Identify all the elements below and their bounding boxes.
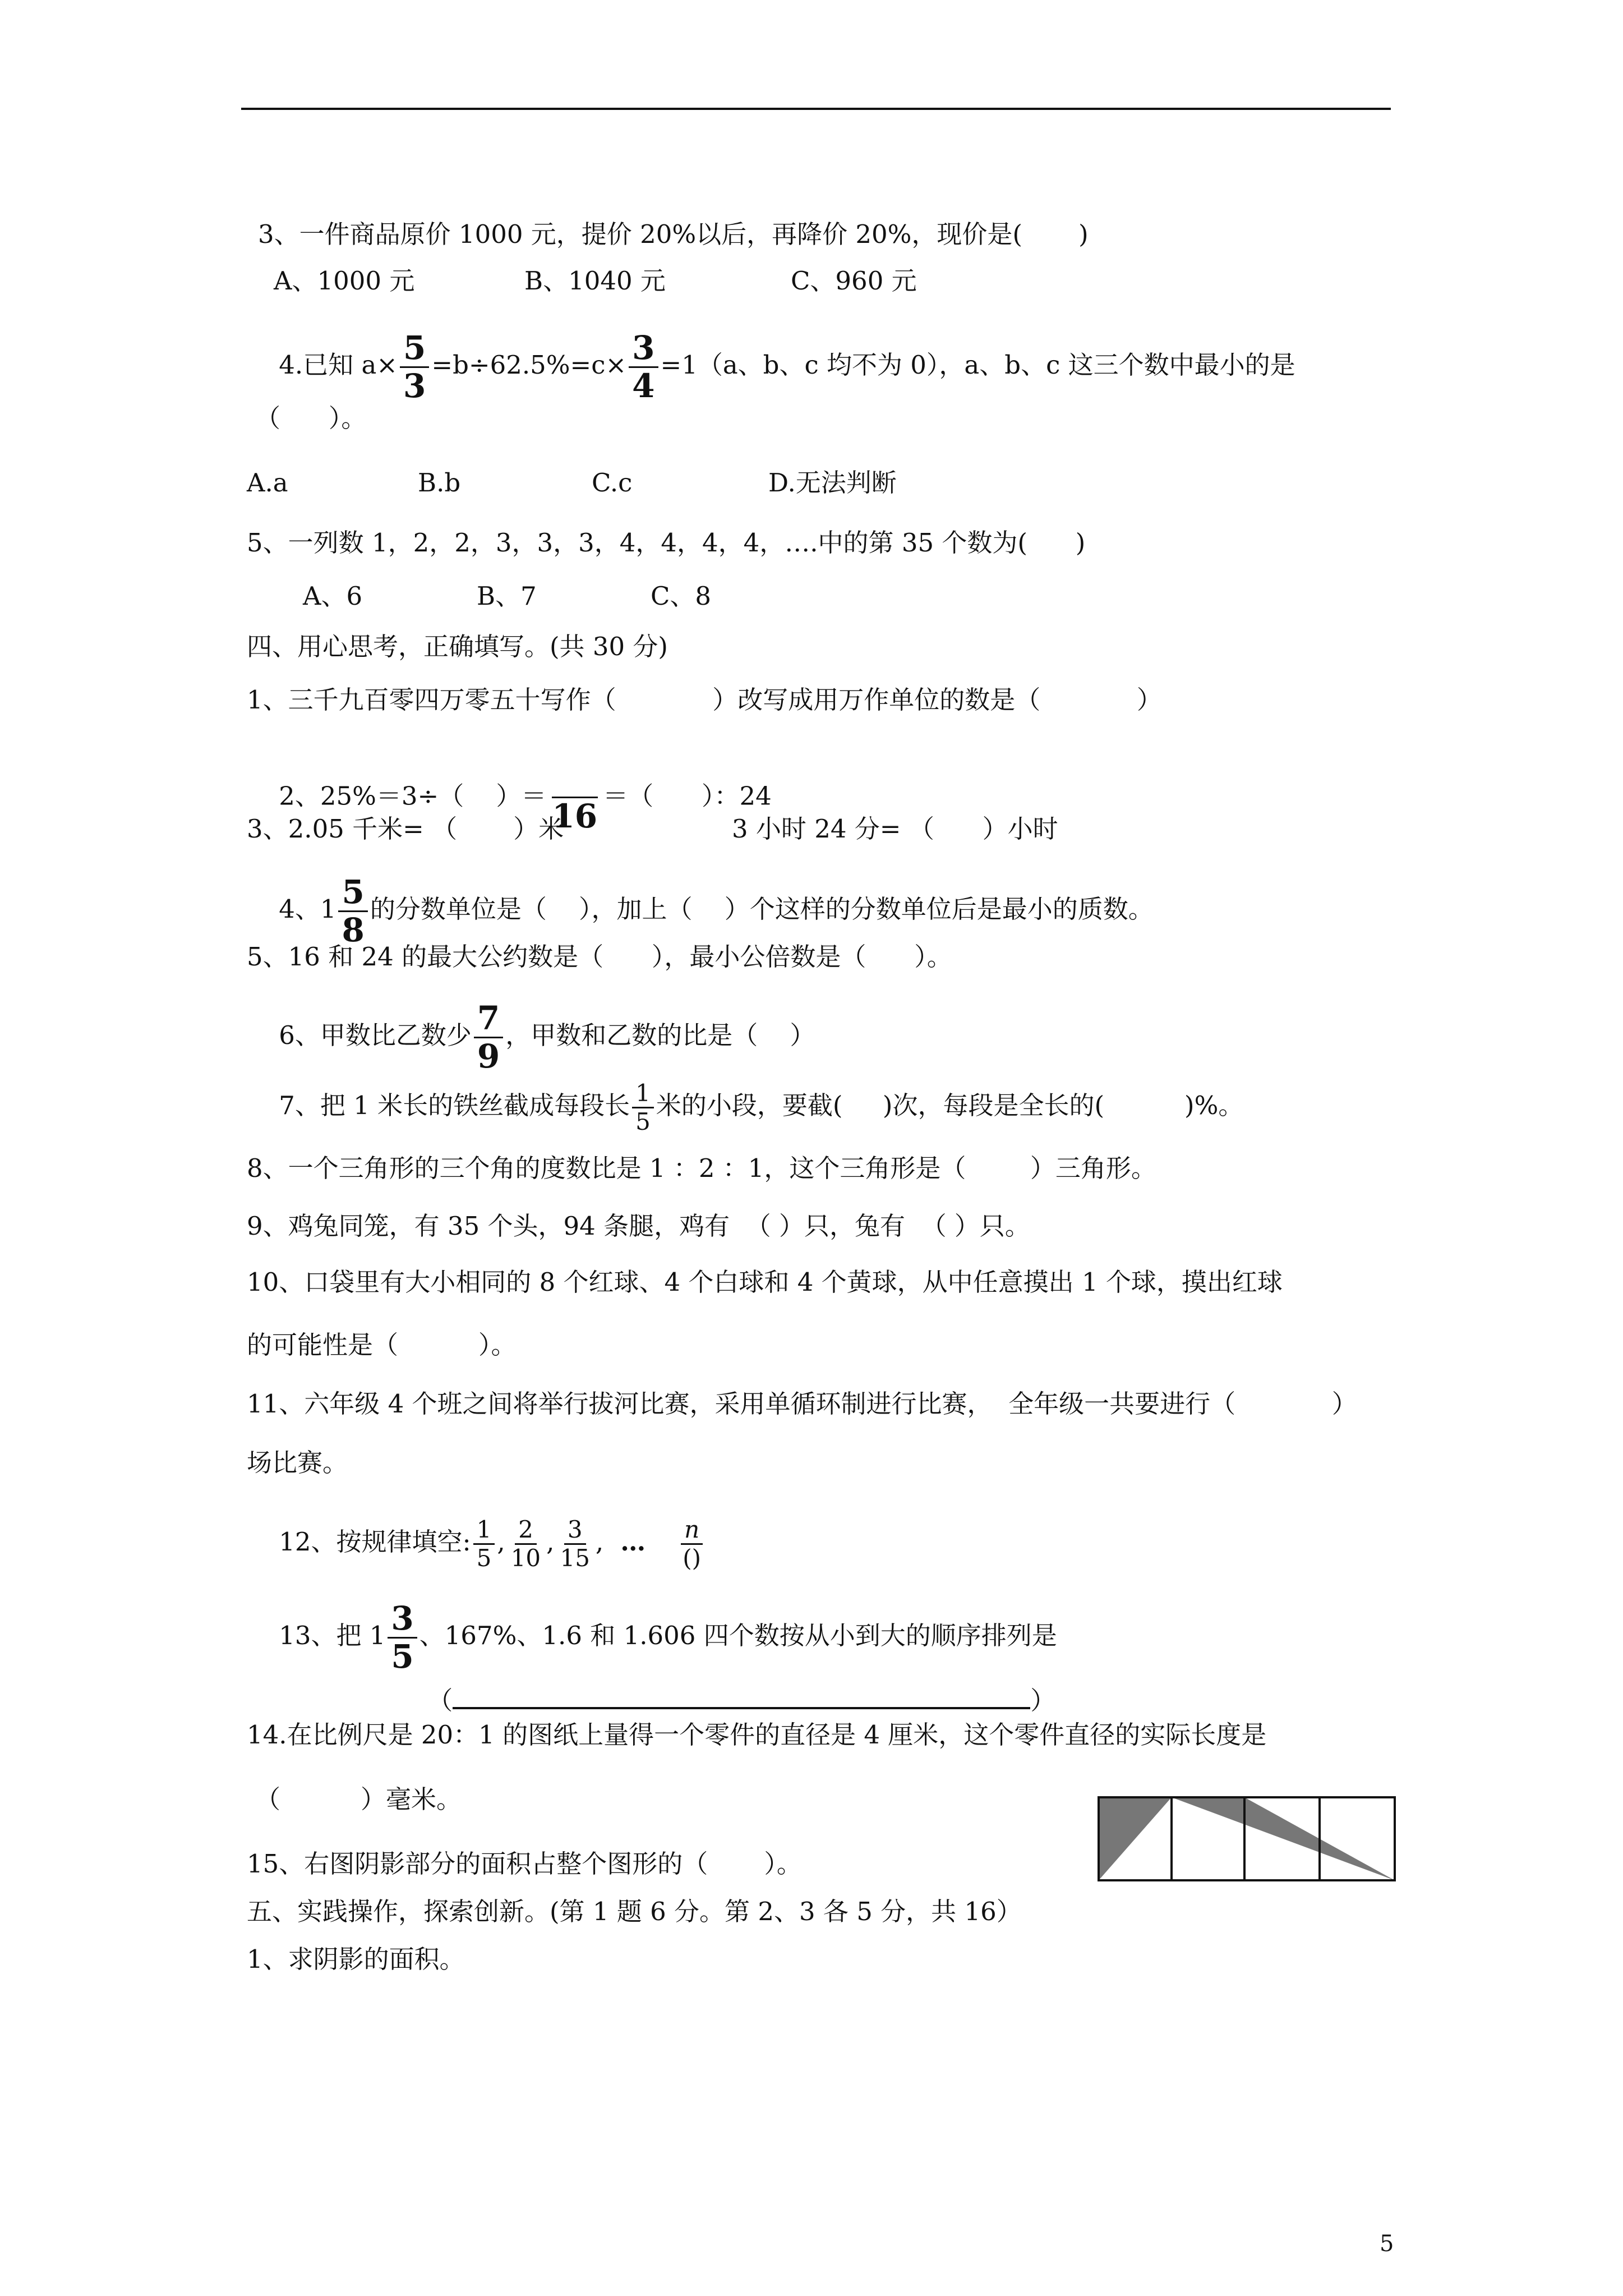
q4-mid: =b÷62.5%=c× <box>431 349 627 380</box>
q5-text: 5、一列数 1，2，2，3，3，3，4，4，4，4，….中的第 35 个数为( ) <box>247 528 1086 558</box>
q4-fraction-1-num: 5 <box>400 331 429 368</box>
s4-item-12-f2-den: 10 <box>510 1544 541 1572</box>
s4-item-4-post: 的分数单位是（ ），加上（ ）个这样的分数单位后是最小的质数。 <box>370 894 1154 924</box>
q4-fraction-1-den: 3 <box>403 366 426 405</box>
s4-item-1: 1、三千九百零四万零五十写作（ ）改写成用万作单位的数是（ ） <box>247 685 1162 715</box>
s4-item-12-f1-den: 5 <box>476 1544 492 1572</box>
section-4-title: 四、用心思考，正确填写。(共 30 分) <box>247 632 668 661</box>
s4-item-12-f2-num: 2 <box>515 1517 537 1545</box>
s4-item-12-sep-1: , <box>497 1527 505 1557</box>
s4-item-12-fraction-3 <box>556 1517 593 1571</box>
s4-item-5: 5、16 和 24 的最大公约数是（ ），最小公倍数是（ ）。 <box>247 942 952 972</box>
s4-item-12-fraction-2 <box>508 1517 544 1571</box>
q4-line <box>247 306 1295 433</box>
s4-item-4-num: 5 <box>338 875 367 912</box>
q4-prefix: 4.已知 a× <box>279 349 398 380</box>
s4-item-10a: 10、口袋里有大小相同的 8 个红球、4 个白球和 4 个黄球，从中任意摸出 1 个球，摸出红球 <box>247 1267 1283 1297</box>
s4-item-8: 8、一个三角形的三个角的度数比是 1 ：2 ：1，这个三角形是（ ）三角形。 <box>247 1153 1156 1183</box>
s4-item-14b: （ ）毫米。 <box>255 1784 462 1814</box>
s4-item-14a: 14.在比例尺是 20：1 的图纸上量得一个零件的直径是 4 厘米，这个零件直径的实际长度是 <box>247 1720 1267 1750</box>
q5-option-a: A、6 <box>303 581 363 611</box>
q4-continuation: （ ）。 <box>255 403 367 433</box>
s4-item-2-num-blank <box>552 763 598 798</box>
q4-option-c: C.c <box>592 468 633 498</box>
s4-item-7-post: 米的小段，要截( )次，每段是全长的( )%。 <box>656 1091 1244 1121</box>
q4-option-b: B.b <box>418 468 461 498</box>
q3-option-c: C、960 元 <box>791 266 917 296</box>
s4-item-6-post: ，甲数和乙数的比是（ ） <box>505 1020 815 1050</box>
q4-option-a: A.a <box>247 468 288 498</box>
s4-item-7-fraction <box>632 1081 654 1134</box>
s4-item-12-ellipsis: … <box>620 1527 646 1557</box>
s4-item-12-sep-2: , <box>546 1527 555 1557</box>
s4-item-13-num: 3 <box>388 1602 417 1639</box>
s4-item-4-fraction <box>338 875 367 947</box>
s4-item-2-post: ＝（ ）：24 <box>603 781 772 811</box>
s4-item-13-pre: 13、把 1 <box>279 1620 386 1650</box>
s4-item-3a: 3、2.05 千米= （ ）米 <box>247 814 564 844</box>
q5-option-b: B、7 <box>477 581 537 611</box>
s4-item-12-fn-num: n <box>681 1517 703 1545</box>
s4-item-6-pre: 6、甲数比乙数少 <box>279 1020 472 1050</box>
s4-item-10b: 的可能性是（ ）。 <box>247 1330 517 1360</box>
s4-item-6-num: 7 <box>474 1001 503 1038</box>
s4-item-12-f3-num: 3 <box>564 1517 586 1545</box>
q4-option-d: D.无法判断 <box>768 468 897 498</box>
shaded-triangle-left <box>1099 1797 1172 1880</box>
s4-item-3b: 3 小时 24 分= （ ）小时 <box>732 814 1058 844</box>
s4-item-13-open: （ <box>427 1686 453 1715</box>
page-number: 5 <box>1380 2231 1394 2257</box>
s4-item-4-den: 8 <box>342 910 365 949</box>
q3-option-b: B、1040 元 <box>524 266 666 296</box>
shaded-triangle-right <box>1172 1797 1395 1880</box>
s4-item-12-f3-den: 15 <box>560 1544 590 1572</box>
q4-fraction-2 <box>629 331 658 403</box>
s4-item-11b: 场比赛。 <box>247 1448 348 1478</box>
s4-item-12-f1-num: 1 <box>473 1517 495 1545</box>
section-5-title: 五、实践操作，探索创新。(第 1 题 6 分。第 2、3 各 5 分，共 16） <box>247 1897 1022 1926</box>
shaded-grid-figure <box>1096 1795 1399 1885</box>
s4-item-7-num: 1 <box>632 1081 654 1108</box>
q4-fraction-2-den: 4 <box>632 366 655 405</box>
s4-item-13-close: ） <box>1030 1686 1056 1715</box>
s4-item-13-post: 、167%、1.6 和 1.606 四个数按从小到大的顺序排列是 <box>419 1620 1057 1650</box>
q4-suffix: =1（a、b、c 均不为 0），a、b、c 这三个数中最小的是 <box>660 349 1295 380</box>
s4-item-13-den: 5 <box>391 1637 414 1676</box>
s4-item-12-pre: 12、按规律填空: <box>279 1527 471 1557</box>
s4-item-12-fraction-1 <box>473 1517 495 1571</box>
s4-item-13-blank-line[interactable] <box>453 1686 1030 1709</box>
s4-item-9: 9、鸡兔同笼，有 35 个头，94 条腿，鸡有 （ ）只，兔有 （ ）只。 <box>247 1211 1030 1241</box>
s4-item-15: 15、右图阴影部分的面积占整个图形的（ ）。 <box>247 1849 802 1879</box>
s4-item-7 <box>247 1056 1243 1159</box>
s4-item-2-den: 16 <box>552 797 598 835</box>
q4-fraction-1 <box>400 331 429 403</box>
q3-option-a: A、1000 元 <box>274 266 415 296</box>
s4-item-12-fn-den: () <box>683 1544 702 1572</box>
s4-item-6-den: 9 <box>477 1037 500 1075</box>
q5-option-c: C、8 <box>651 581 712 611</box>
s4-item-11a: 11、六年级 4 个班之间将举行拔河比赛，采用单循环制进行比赛， 全年级一共要进行（ ） <box>247 1389 1357 1419</box>
s4-item-12-sep-3: , <box>595 1527 604 1557</box>
q4-fraction-2-num: 3 <box>629 331 658 368</box>
s4-item-4-pre: 4、1 <box>279 894 336 924</box>
s4-item-2-pre: 2、25%＝3÷（ ）＝ <box>279 781 547 811</box>
header-rule <box>241 108 1391 110</box>
s4-item-12-fraction-n <box>679 1517 704 1571</box>
s4-item-7-pre: 7、把 1 米长的铁丝截成每段长 <box>279 1091 630 1121</box>
q3-text: 3、一件商品原价 1000 元，提价 20%以后，再降价 20%，现价是( ) <box>258 219 1089 249</box>
s4-item-7-den: 5 <box>635 1108 651 1136</box>
s5-item-1: 1、求阴影的面积。 <box>247 1944 465 1974</box>
